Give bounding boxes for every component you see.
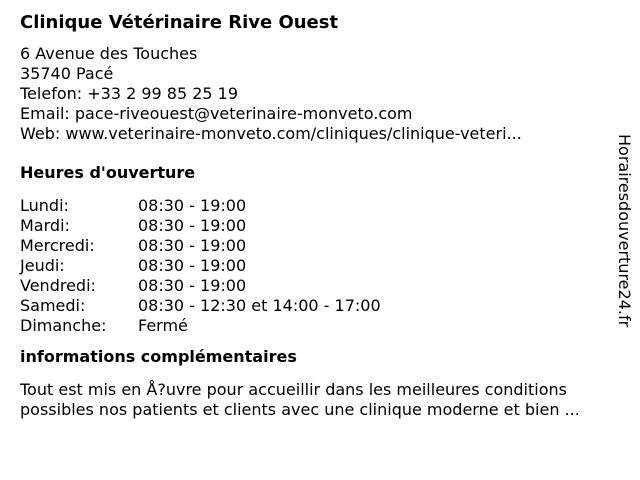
- time-value: Fermé: [138, 316, 188, 335]
- info-heading: informations complémentaires: [20, 347, 297, 366]
- web-line: Web: www.veterinaire-monveto.com/cliniques/clinique-veteri...: [20, 124, 522, 143]
- info-line: Tout est mis en Å?uvre pour accueillir dans les meilleures conditions: [20, 380, 567, 399]
- day-label: Samedi:: [20, 296, 86, 315]
- time-value: 08:30 - 19:00: [138, 216, 247, 235]
- clinic-card: [20, 12, 616, 420]
- day-label: Jeudi:: [20, 256, 65, 275]
- watermark-label: Horairesdouverture24.fr: [615, 134, 634, 328]
- address-street: 6 Avenue des Touches: [20, 44, 198, 63]
- hours-row: [20, 256, 381, 276]
- contact-block: [20, 44, 616, 144]
- address-city: 35740 Pacé: [20, 64, 114, 83]
- info-text: [20, 380, 616, 420]
- time-value: 08:30 - 19:00: [138, 276, 247, 295]
- day-label: Mardi:: [20, 216, 70, 235]
- hours-row: [20, 196, 381, 216]
- time-value: 08:30 - 19:00: [138, 256, 247, 275]
- email-line: Email: pace-riveouest@veterinaire-monveto.com: [20, 104, 413, 123]
- day-label: Dimanche:: [20, 316, 107, 335]
- day-label: Lundi:: [20, 196, 69, 215]
- day-label: Mercredi:: [20, 236, 95, 255]
- hours-row: [20, 216, 381, 236]
- time-value: 08:30 - 19:00: [138, 236, 247, 255]
- hours-row: [20, 296, 381, 316]
- hours-row: [20, 236, 381, 256]
- clinic-name: Clinique Vétérinaire Rive Ouest: [20, 12, 339, 33]
- hours-row: [20, 316, 381, 336]
- info-line: possibles nos patients et clients avec une clinique moderne et bien ...: [20, 400, 580, 419]
- day-label: Vendredi:: [20, 276, 96, 295]
- hours-heading: Heures d'ouverture: [20, 163, 196, 182]
- hours-row: [20, 276, 381, 296]
- time-value: 08:30 - 19:00: [138, 196, 247, 215]
- time-value: 08:30 - 12:30 et 14:00 - 17:00: [138, 296, 381, 315]
- hours-table: [20, 196, 381, 336]
- phone-line: Telefon: +33 2 99 85 25 19: [20, 84, 239, 103]
